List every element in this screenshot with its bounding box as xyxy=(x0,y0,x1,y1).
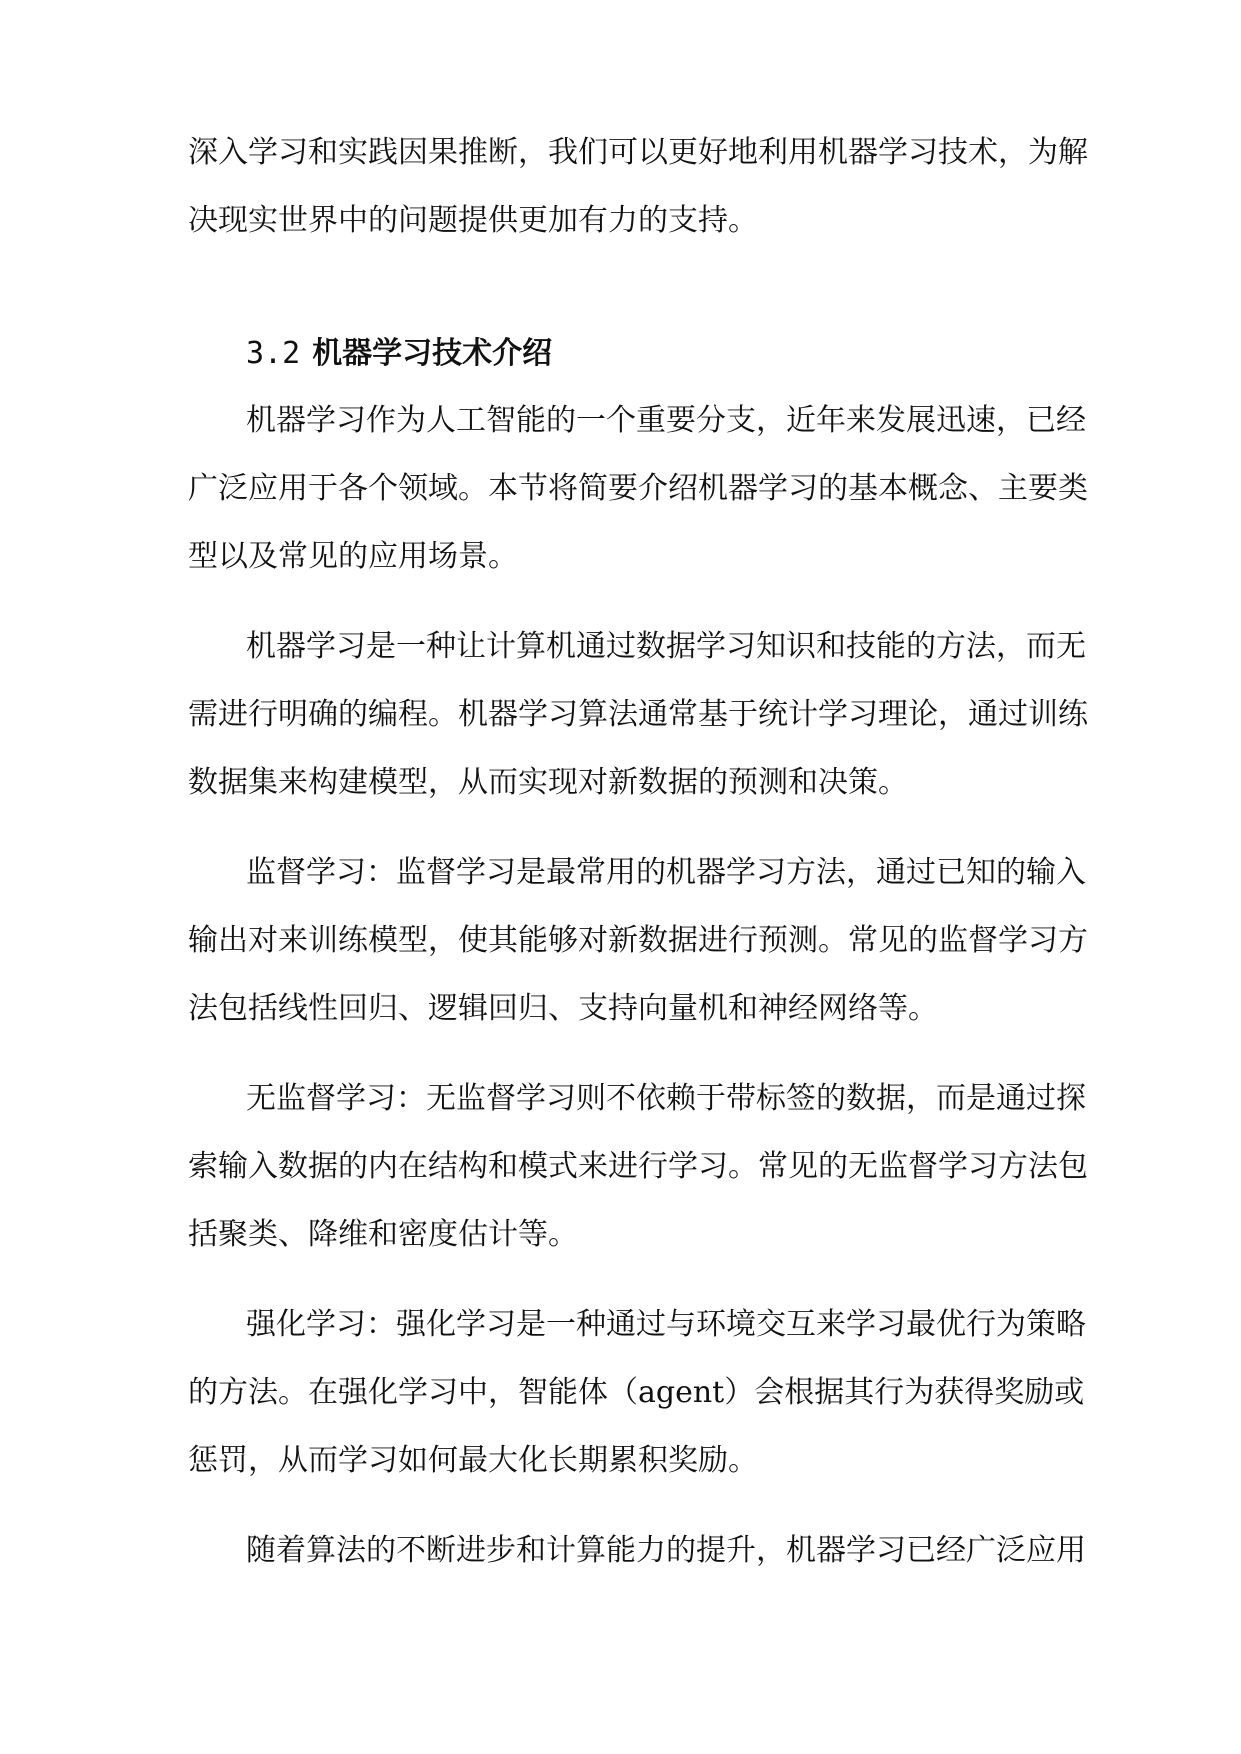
paragraph-line: 强化学习：强化学习是一种通过与环境交互来学习最优行为策略 xyxy=(246,1307,1086,1342)
paragraph-line: 深入学习和实践因果推断，我们可以更好地利用机器学习技术，为解 xyxy=(188,135,1088,170)
section-number: 3.2 xyxy=(246,336,301,371)
paragraph-line: 机器学习是一种让计算机通过数据学习知识和技能的方法，而无 xyxy=(246,629,1086,664)
section-title: 机器学习技术介绍 xyxy=(312,336,553,371)
paragraph-line: 无监督学习：无监督学习则不依赖于带标签的数据，而是通过探 xyxy=(246,1081,1086,1116)
paragraph-line: 广泛应用于各个领域。本节将简要介绍机器学习的基本概念、主要类 xyxy=(188,471,1088,506)
paragraph-line: 需进行明确的编程。机器学习算法通常基于统计学习理论，通过训练 xyxy=(188,697,1088,732)
paragraph-line: 法包括线性回归、逻辑回归、支持向量机和神经网络等。 xyxy=(188,991,938,1026)
paragraph-line: 型以及常见的应用场景。 xyxy=(188,539,518,574)
paragraph-line: 决现实世界中的问题提供更加有力的支持。 xyxy=(188,203,758,238)
paragraph-line: 监督学习：监督学习是最常用的机器学习方法，通过已知的输入 xyxy=(246,855,1086,890)
paragraph-line: 机器学习作为人工智能的一个重要分支，近年来发展迅速，已经 xyxy=(246,403,1086,438)
paragraph-line: 惩罚，从而学习如何最大化长期累积奖励。 xyxy=(188,1443,758,1478)
paragraph-line: 括聚类、降维和密度估计等。 xyxy=(188,1217,578,1252)
paragraph-line: 索输入数据的内在结构和模式来进行学习。常见的无监督学习方法包 xyxy=(188,1149,1088,1184)
paragraph-line: 随着算法的不断进步和计算能力的提升，机器学习已经广泛应用 xyxy=(246,1533,1086,1568)
paragraph-line: 数据集来构建模型，从而实现对新数据的预测和决策。 xyxy=(188,765,908,800)
paragraph-line: 输出对来训练模型，使其能够对新数据进行预测。常见的监督学习方 xyxy=(188,923,1088,958)
section-heading xyxy=(246,334,552,374)
paragraph-line: 的方法。在强化学习中，智能体（agent）会根据其行为获得奖励或 xyxy=(188,1375,1085,1410)
